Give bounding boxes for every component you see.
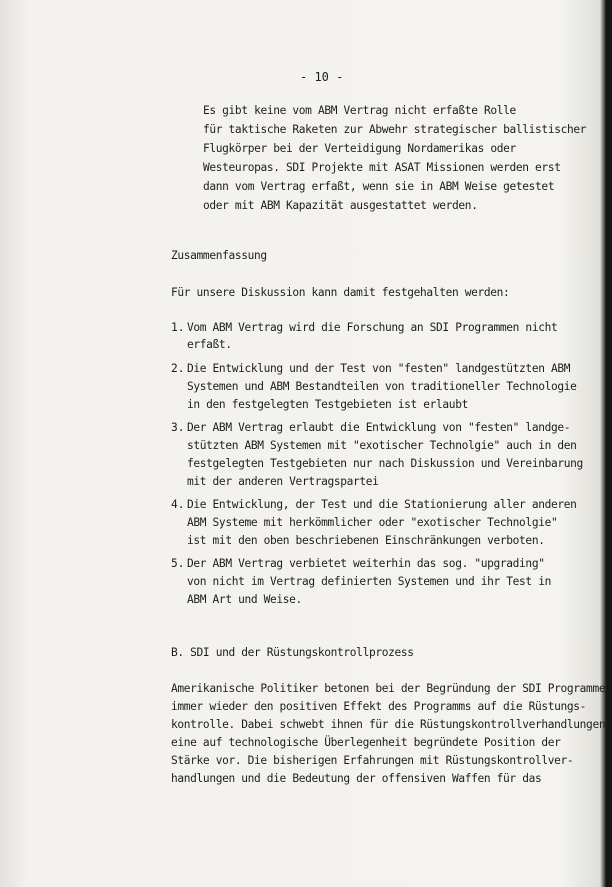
section-b-line: Stärke vor. Die bisherigen Erfahrungen mit Rüstungskontrollver-: [171, 754, 574, 767]
list-item-line: mit der anderen Vertragspartei: [187, 475, 379, 488]
list-item-number: 5.: [171, 557, 185, 570]
list-item-line: von nicht im Vertrag definierten Systemen und ihr Test in: [187, 575, 551, 588]
list-item-line: in den festgelegten Testgebieten ist erlaubt: [187, 398, 468, 411]
list-item-line: festgelegten Testgebieten nur nach Diskussion und Vereinbarung: [187, 457, 583, 470]
list-item-line: erfaßt.: [187, 338, 232, 351]
section-b-heading: B. SDI und der Rüstungskontrollprozess: [171, 646, 414, 659]
list-item-number: 3.: [171, 421, 185, 434]
section-b-line: Amerikanische Politiker betonen bei der Begründung der SDI Programme: [171, 682, 606, 695]
intro-line: dann vom Vertrag erfaßt, wenn sie in ABM Weise getestet: [203, 180, 555, 193]
list-item-number: 2.: [171, 362, 185, 375]
section-b-line: immer wieder den positiven Effekt des Programms auf die Rüstungs-: [171, 700, 587, 713]
list-item-line: Die Entwicklung, der Test und die Stationierung aller anderen: [187, 498, 577, 511]
page-number: - 10 -: [300, 70, 344, 84]
list-item-number: 4.: [171, 498, 185, 511]
list-item-line: ist mit den oben beschriebenen Einschränkungen verboten.: [187, 534, 545, 547]
summary-heading: Zusammenfassung: [171, 249, 267, 262]
intro-line: Westeuropas. SDI Projekte mit ASAT Missionen werden erst: [203, 161, 561, 174]
scan-edge-shadow: [606, 0, 612, 887]
list-item-line: Der ABM Vertrag erlaubt die Entwicklung von "festen" landge-: [187, 421, 571, 434]
list-item-number: 1.: [171, 321, 185, 334]
list-item-line: ABM Art und Weise.: [187, 593, 302, 606]
list-item-line: Die Entwicklung und der Test von "festen" landgestützten ABM: [187, 362, 571, 375]
list-item-line: stützten ABM Systemen mit "exotischer Technolgie" auch in den: [187, 439, 577, 452]
intro-line: Es gibt keine vom ABM Vertrag nicht erfaßte Rolle: [203, 104, 516, 117]
list-item-line: Der ABM Vertrag verbietet weiterhin das sog. "upgrading": [187, 557, 545, 570]
intro-line: Flugkörper bei der Verteidigung Nordamerikas oder: [203, 142, 516, 155]
intro-line: für taktische Raketen zur Abwehr strategischer ballistischer: [203, 123, 587, 136]
section-b-line: eine auf technologische Überlegenheit begründete Position der: [171, 736, 561, 749]
list-item-line: Systemen und ABM Bestandteilen von traditioneller Technologie: [187, 380, 577, 393]
intro-line: oder mit ABM Kapazität ausgestattet werden.: [203, 199, 478, 212]
section-b-line: kontrolle. Dabei schwebt ihnen für die Rüstungskontrollverhandlungen: [171, 718, 606, 731]
list-item-line: ABM Systeme mit herkömmlicher oder "exotischer Technolgie": [187, 516, 558, 529]
summary-intro: Für unsere Diskussion kann damit festgehalten werden:: [171, 286, 510, 299]
list-item-line: Vom ABM Vertrag wird die Forschung an SDI Programmen nicht: [187, 321, 558, 334]
section-b-line: handlungen und die Bedeutung der offensiven Waffen für das: [171, 772, 542, 785]
